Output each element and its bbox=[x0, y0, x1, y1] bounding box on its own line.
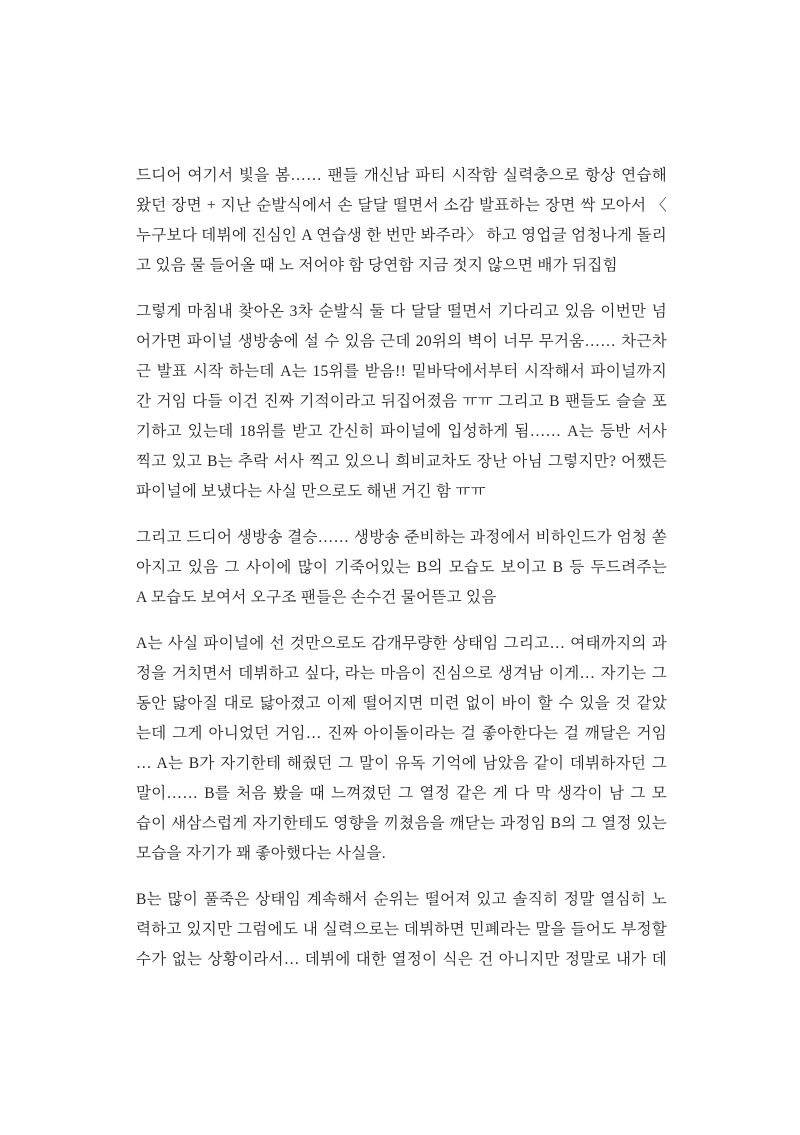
text-line: 그렇게 마침내 찾아온 3차 순발식 둘 다 달달 떨면서 기다리고 있음 이번만 넘 bbox=[136, 303, 667, 320]
text-line: 력하고 있지만 그럼에도 내 실력으로는 데뷔하면 민폐라는 말을 들어도 부정할 bbox=[136, 921, 667, 938]
text-line: 근 발표 시작 하는데 A는 15위를 받음!! 밑바닥에서부터 시작해서 파이널까지 bbox=[136, 363, 667, 380]
text-line: 는데 그게 아니었던 거임… 진짜 아이돌이라는 걸 좋아한다는 걸 깨달은 거임 bbox=[136, 725, 667, 742]
text-line: 아지고 있음 그 사이에 많이 기죽어있는 B의 모습도 보이고 B 등 두드려주는 bbox=[136, 559, 667, 576]
text-line: 그리고 드디어 생방송 결승…… 생방송 준비하는 과정에서 비하인드가 엄청 쏟 bbox=[136, 529, 667, 546]
text-line: 정을 거치면서 데뷔하고 싶다, 라는 마음이 진심으로 생겨남 이게… 자기는 그 bbox=[136, 665, 667, 682]
text-line: 파이널에 보냈다는 사실 만으로도 해낸 거긴 함 ㅠㅠ bbox=[136, 483, 486, 500]
paragraph bbox=[136, 629, 667, 869]
text-line: 왔던 장면 + 지난 순발식에서 손 달달 떨면서 소감 발표하는 장면 싹 모아서 〈 bbox=[136, 197, 667, 214]
text-line: 누구보다 데뷔에 진심인 A 연습생 한 번만 봐주라〉 하고 영업글 엄청나게 돌리 bbox=[136, 227, 667, 244]
text-line: 기하고 있는데 18위를 받고 간신히 파이널에 입성하게 됨…… A는 등반 서사 bbox=[136, 423, 667, 440]
paragraph bbox=[136, 161, 667, 281]
text-line: 수가 없는 상황이라서… 데뷔에 대한 열정이 식은 건 아니지만 정말로 내가 데 bbox=[136, 951, 667, 968]
paragraph bbox=[136, 523, 667, 613]
text-line: 어가면 파이널 생방송에 설 수 있음 근데 20위의 벽이 너무 무거움…… 차근차 bbox=[136, 333, 667, 350]
paragraph bbox=[136, 297, 667, 507]
text-line: 모습을 자기가 꽤 좋아했다는 사실을. bbox=[136, 845, 386, 862]
document-text bbox=[136, 161, 667, 991]
text-line: A 모습도 보여서 오구조 팬들은 손수건 물어뜯고 있음 bbox=[136, 589, 497, 606]
text-line: 말이…… B를 처음 봤을 때 느껴졌던 그 열정 같은 게 다 막 생각이 남 그 모 bbox=[136, 785, 667, 802]
text-line: 찍고 있고 B는 추락 서사 찍고 있으니 희비교차도 장난 아님 그렇지만? 어쨌든 bbox=[136, 453, 667, 470]
text-line: … A는 B가 자기한테 해줬던 그 말이 유독 기억에 남았음 같이 데뷔하자던 그 bbox=[136, 755, 667, 772]
text-line: B는 많이 풀죽은 상태임 계속해서 순위는 떨어져 있고 솔직히 정말 열심히 노 bbox=[136, 891, 667, 908]
text-line: 동안 닳아질 대로 닳아졌고 이제 떨어지면 미련 없이 바이 할 수 있을 것 같았 bbox=[136, 695, 667, 712]
text-line: 간 거임 다들 이건 진짜 기적이라고 뒤집어졌음 ㅠㅠ 그리고 B 팬들도 슬슬 포 bbox=[136, 393, 667, 410]
text-line: A는 사실 파이널에 선 것만으로도 감개무량한 상태임 그리고… 여태까지의 과 bbox=[136, 635, 667, 652]
paragraph bbox=[136, 885, 667, 975]
text-line: 고 있음 물 들어올 때 노 저어야 함 당연함 지금 젓지 않으면 배가 뒤집힘 bbox=[136, 257, 618, 274]
text-line: 드디어 여기서 빛을 봄…… 팬들 개신남 파티 시작함 실력충으로 항상 연습해 bbox=[136, 167, 667, 184]
text-line: 습이 새삼스럽게 자기한테도 영향을 끼쳤음을 깨닫는 과정임 B의 그 열정 있는 bbox=[136, 815, 667, 832]
